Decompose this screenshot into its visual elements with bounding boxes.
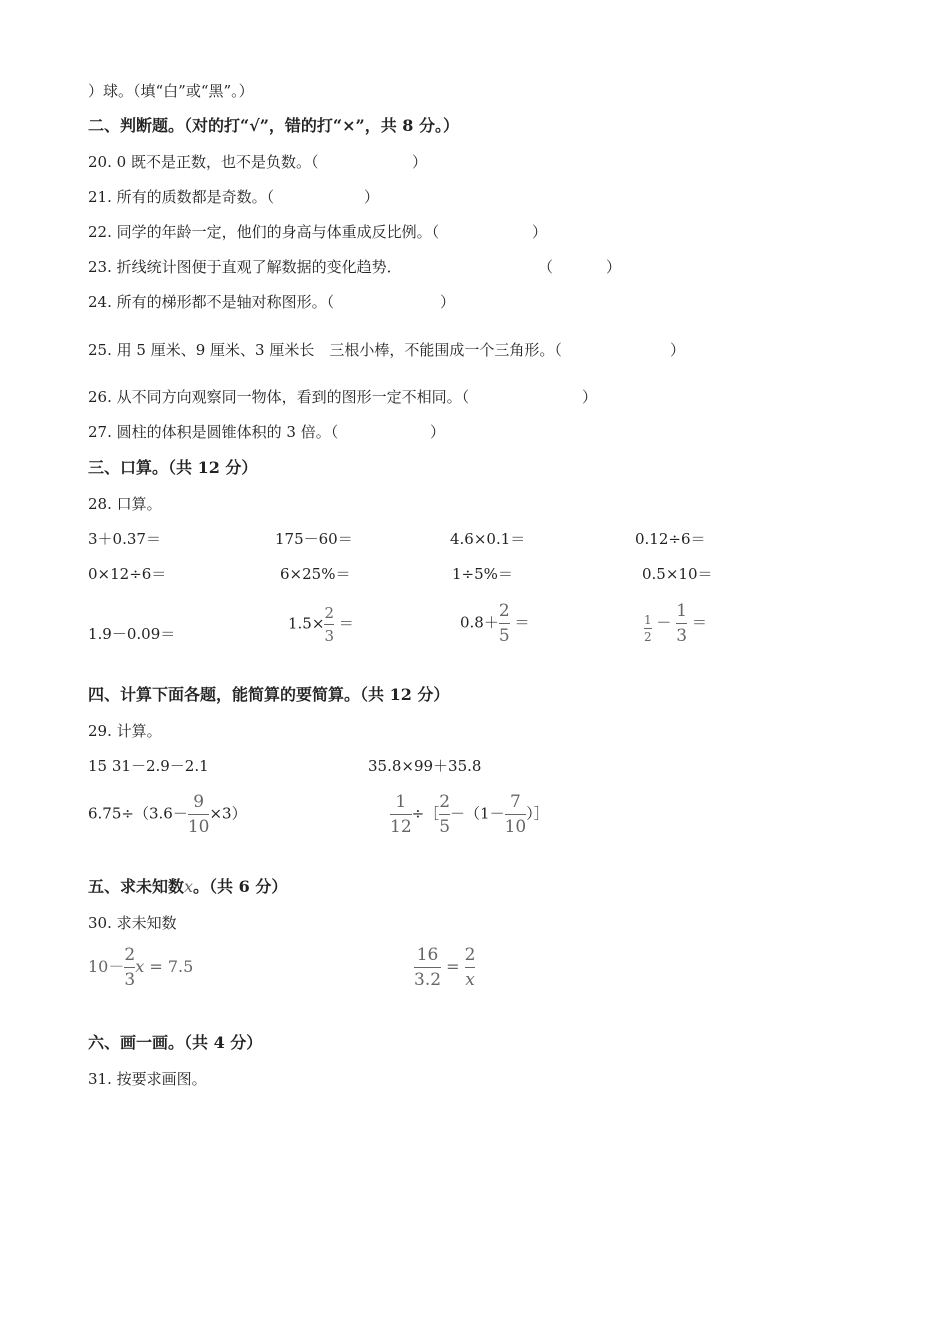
equals-sign: ＝: [691, 613, 707, 632]
numerator: 2: [464, 945, 476, 965]
denominator: 3.2: [414, 970, 442, 990]
question-number: 25.: [88, 341, 112, 359]
section-2-heading: 二、判断题。（对的打“√”，错的打“×”，共 8 分。）: [88, 116, 460, 135]
question-28: 28. 口算。: [88, 495, 162, 513]
numerator: 16: [416, 945, 439, 965]
question-20: [88, 153, 318, 171]
carryover-line: ）球。（填“白”或“黑”。）: [88, 82, 254, 100]
fraction: [505, 791, 527, 838]
question-text: 0 既不是正数，也不是负数。（: [116, 153, 319, 171]
fraction: [644, 613, 652, 644]
oral-calc-item: [644, 600, 707, 647]
denominator: x: [465, 970, 475, 990]
fraction: [390, 791, 412, 838]
question-text: 从不同方向观察同一物体，看到的图形一定不相同。（: [116, 388, 470, 406]
question-number: 20.: [88, 153, 112, 171]
calc-expression: [390, 791, 549, 838]
variable-x: x: [184, 877, 194, 896]
question-text: 圆柱的体积是圆锥体积的 3 倍。（: [116, 423, 339, 441]
numerator: 1: [644, 613, 652, 627]
numerator: 1: [676, 601, 688, 621]
denominator: 10: [187, 817, 210, 837]
question-text: 所有的梯形都不是轴对称图形。（: [116, 293, 335, 311]
question-text: 用 5 厘米、9 厘米、3 厘米长 三根小棒，不能围成一个三角形。（: [116, 341, 562, 359]
expr-prefix: 0.8＋: [460, 613, 499, 632]
question-number: 24.: [88, 293, 112, 311]
answer-paren-open: （: [538, 258, 554, 276]
oral-calc-item: [288, 603, 354, 646]
calc-expression: [88, 791, 247, 838]
question-number: 23.: [88, 258, 112, 276]
question-30: 30. 求未知数: [88, 914, 177, 932]
fraction: [676, 600, 687, 647]
question-31: 31. 按要求画图。: [88, 1070, 207, 1088]
question-27: [88, 423, 338, 441]
answer-paren-close: ）: [606, 258, 622, 276]
question-22: [88, 223, 439, 241]
question-26: [88, 388, 469, 406]
section-6-heading: 六、画一画。（共 4 分）: [88, 1033, 263, 1052]
answer-paren-close: ）: [412, 153, 428, 171]
operator: －（1－: [450, 804, 505, 823]
question-23: [88, 258, 402, 276]
numerator: 2: [324, 604, 334, 622]
oral-calc-item: 0.5×10＝: [642, 565, 713, 583]
equals-sign: ＝: [514, 613, 530, 632]
oral-calc-item: 175－60＝: [275, 530, 353, 548]
fraction: [439, 791, 450, 838]
fraction: [188, 791, 210, 838]
question-25: [88, 341, 562, 359]
question-text: 同学的年龄一定，他们的身高与体重成反比例。（: [116, 223, 440, 241]
oral-calc-item: [460, 600, 529, 647]
expr-prefix: 1.5×: [288, 614, 325, 633]
equals-sign: ＝: [338, 614, 354, 633]
equation-2: [414, 944, 475, 991]
fraction: [414, 944, 441, 991]
question-text: 所有的质数都是奇数。（: [116, 188, 275, 206]
heading-text: 五、求未知数: [88, 877, 185, 896]
denominator: 2: [644, 630, 652, 644]
expr-suffix: ）］: [526, 804, 549, 823]
calc-expression: 35.8×99＋35.8: [368, 757, 482, 775]
oral-calc-item: 1.9－0.09＝: [88, 625, 176, 643]
oral-calc-item: 4.6×0.1＝: [450, 530, 526, 548]
section-4-heading: 四、计算下面各题，能简算的要简算。（共 12 分）: [88, 685, 450, 704]
denominator: 10: [504, 817, 527, 837]
calc-expression: 15 31－2.9－2.1: [88, 757, 209, 775]
fraction: [499, 600, 510, 647]
oral-calc-item: 0.12÷6＝: [635, 530, 706, 548]
question-24: [88, 293, 334, 311]
expr-prefix: 10－: [88, 957, 125, 976]
question-number: 27.: [88, 423, 112, 441]
numerator: 9: [193, 792, 205, 812]
denominator: 3: [676, 626, 688, 646]
section-3-heading: 三、口算。（共 12 分）: [88, 458, 258, 477]
numerator: 2: [498, 601, 510, 621]
numerator: 2: [439, 792, 451, 812]
oral-calc-item: 1÷5%＝: [452, 565, 513, 583]
operator: ÷［: [411, 804, 440, 823]
fraction: [324, 603, 334, 646]
oral-calc-item: 3＋0.37＝: [88, 530, 161, 548]
answer-paren-close: ）: [364, 188, 380, 206]
denominator: 3: [324, 627, 334, 645]
oral-calc-item: 6×25%＝: [280, 565, 351, 583]
numerator: 2: [124, 945, 136, 965]
answer-paren-close: ）: [582, 388, 598, 406]
question-number: 22.: [88, 223, 112, 241]
equation-1: [88, 944, 193, 991]
expr-prefix: 6.75÷（3.6－: [88, 804, 188, 823]
variable-x: x: [135, 957, 145, 976]
question-number: 21.: [88, 188, 112, 206]
heading-text: 。（共 6 分）: [193, 877, 288, 896]
numerator: 1: [395, 792, 407, 812]
minus-sign: －: [656, 613, 672, 632]
oral-calc-item: 0×12÷6＝: [88, 565, 167, 583]
question-number: 26.: [88, 388, 112, 406]
section-5-heading: [88, 877, 287, 897]
denominator: 3: [124, 970, 136, 990]
question-29: 29. 计算。: [88, 722, 162, 740]
fraction: [465, 944, 476, 991]
question-21: [88, 188, 274, 206]
answer-paren-close: ）: [430, 423, 446, 441]
denominator: 12: [390, 817, 412, 837]
expr-suffix: ×3）: [209, 804, 247, 823]
denominator: 5: [498, 626, 510, 646]
answer-paren-close: ）: [532, 223, 548, 241]
expr-suffix: = 7.5: [144, 957, 194, 976]
numerator: 7: [510, 792, 521, 812]
question-text: 折线统计图便于直观了解数据的变化趋势．: [116, 258, 402, 276]
equals-sign: =: [446, 957, 460, 976]
denominator: 5: [439, 817, 451, 837]
answer-paren-close: ）: [440, 293, 456, 311]
fraction: [124, 944, 135, 991]
answer-paren-close: ）: [670, 341, 686, 359]
